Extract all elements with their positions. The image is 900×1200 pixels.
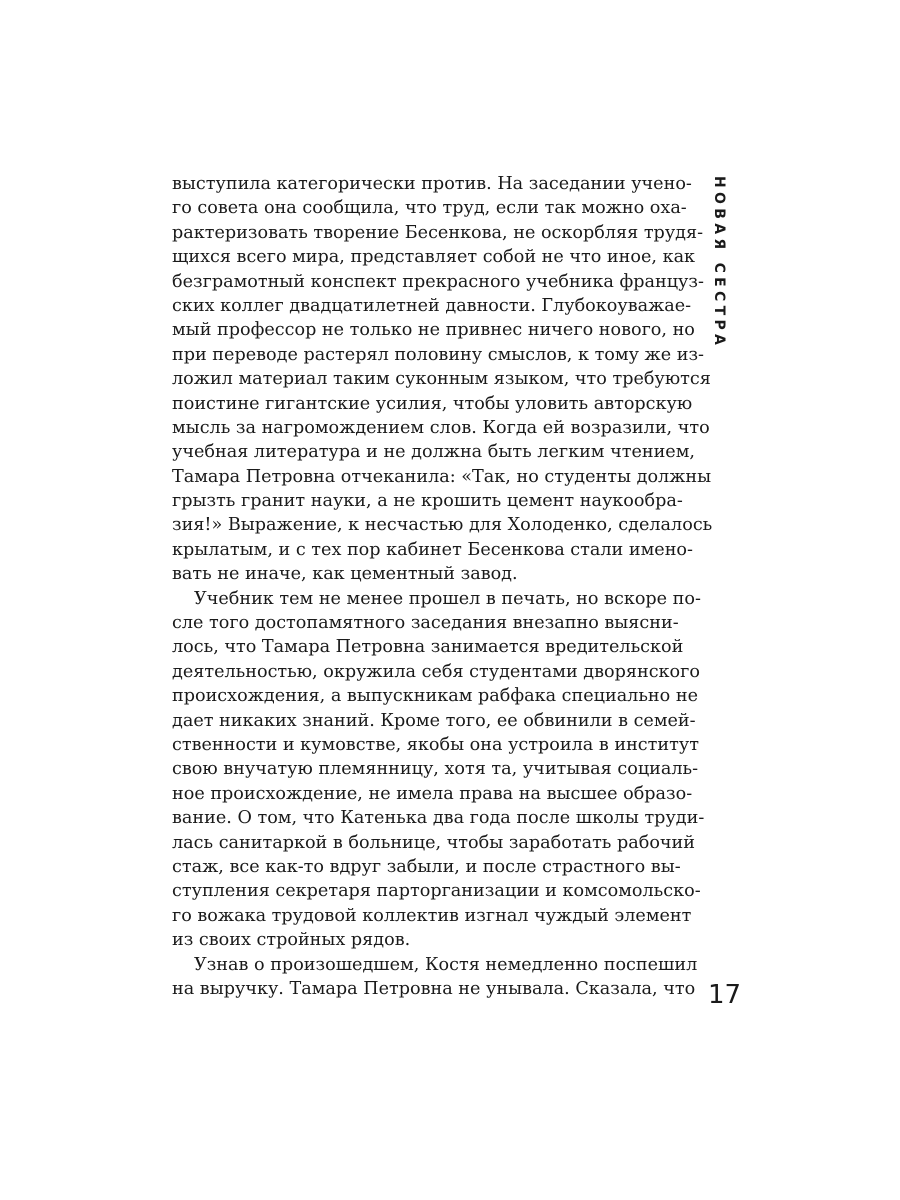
text-line: ное происхождение, не имела права на высшее образо- bbox=[172, 783, 693, 804]
text-line: на выручку. Тамара Петровна не унывала. Сказала, что bbox=[172, 978, 696, 999]
text-line: Учебник тем не менее прошел в печать, но вскоре по- bbox=[194, 588, 701, 609]
text-line: лось, что Тамара Петровна занимается вредительской bbox=[172, 637, 684, 658]
text-line: свою внучатую племянницу, хотя та, учитывая социаль- bbox=[172, 759, 699, 780]
text-line: из своих стройных рядов. bbox=[172, 930, 411, 951]
text-line: ложил материал таким суконным языком, что требуются bbox=[172, 369, 711, 390]
text-line: выступила категорически против. На заседании учено- bbox=[172, 174, 692, 194]
text-line: безграмотный конспект прекрасного учебника француз- bbox=[172, 271, 704, 292]
text-line: зия!» Выражение, к несчастью для Холоденко, сделалось bbox=[172, 515, 713, 536]
text-line: Узнав о произошедшем, Костя немедленно поспешил bbox=[194, 954, 698, 975]
text-line: мысль за нагромождением слов. Когда ей возразили, что bbox=[172, 417, 710, 438]
text-line: ступления секретаря парторганизации и комсомольско- bbox=[172, 881, 701, 902]
text-line: щихся всего мира, представляет собой не что иное, как bbox=[172, 247, 696, 268]
text-line: мый профессор не только не привнес ничего нового, но bbox=[172, 320, 695, 341]
text-line: дает никаких знаний. Кроме того, ее обвинили в семей- bbox=[172, 710, 696, 731]
text-line: стаж, все как-то вдруг забыли, и после страстного вы- bbox=[172, 856, 681, 877]
text-line: го вожака трудовой коллектив изгнал чуждый элемент bbox=[172, 905, 692, 926]
text-line: го совета она сообщила, что труд, если так можно оха- bbox=[172, 198, 687, 219]
paragraph bbox=[172, 172, 713, 587]
text-line: крылатым, и с тех пор кабинет Бесенкова стали имено- bbox=[172, 539, 693, 560]
body-text bbox=[172, 172, 713, 1001]
text-line: ственности и кумовстве, якобы она устроила в институт bbox=[172, 734, 699, 755]
text-line: грызть гранит науки, а не крошить цемент наукообра- bbox=[172, 491, 683, 512]
text-line: учебная литература и не должна быть легким чтением, bbox=[172, 442, 695, 463]
text-line: вать не иначе, как цементный завод. bbox=[172, 564, 518, 585]
text-line: вание. О том, что Катенька два года после школы труди- bbox=[172, 808, 705, 829]
text-line: лась санитаркой в больнице, чтобы заработать рабочий bbox=[172, 832, 695, 853]
text-line: происхождения, а выпускникам рабфака специально не bbox=[172, 686, 698, 707]
paragraph bbox=[172, 953, 698, 1002]
text-line: рактеризовать творение Бесенкова, не оскорбляя трудя- bbox=[172, 222, 704, 243]
paragraph bbox=[172, 587, 705, 953]
page-number: 17 bbox=[708, 980, 742, 1010]
text-line: поистине гигантские усилия, чтобы уловить авторскую bbox=[172, 393, 693, 414]
text-line: Тамара Петровна отчеканила: «Так, но студенты должны bbox=[172, 466, 712, 487]
text-line: деятельностью, окружила себя студентами дворянского bbox=[172, 661, 700, 682]
text-line: сле того достопамятного заседания внезапно выясни- bbox=[172, 613, 679, 634]
text-line: при переводе растерял половину смыслов, к тому же из- bbox=[172, 344, 704, 365]
running-head: НОВАЯ СЕСТРА bbox=[711, 176, 727, 350]
text-line: ских коллег двадцатилетней давности. Глубокоуважае- bbox=[172, 295, 692, 316]
